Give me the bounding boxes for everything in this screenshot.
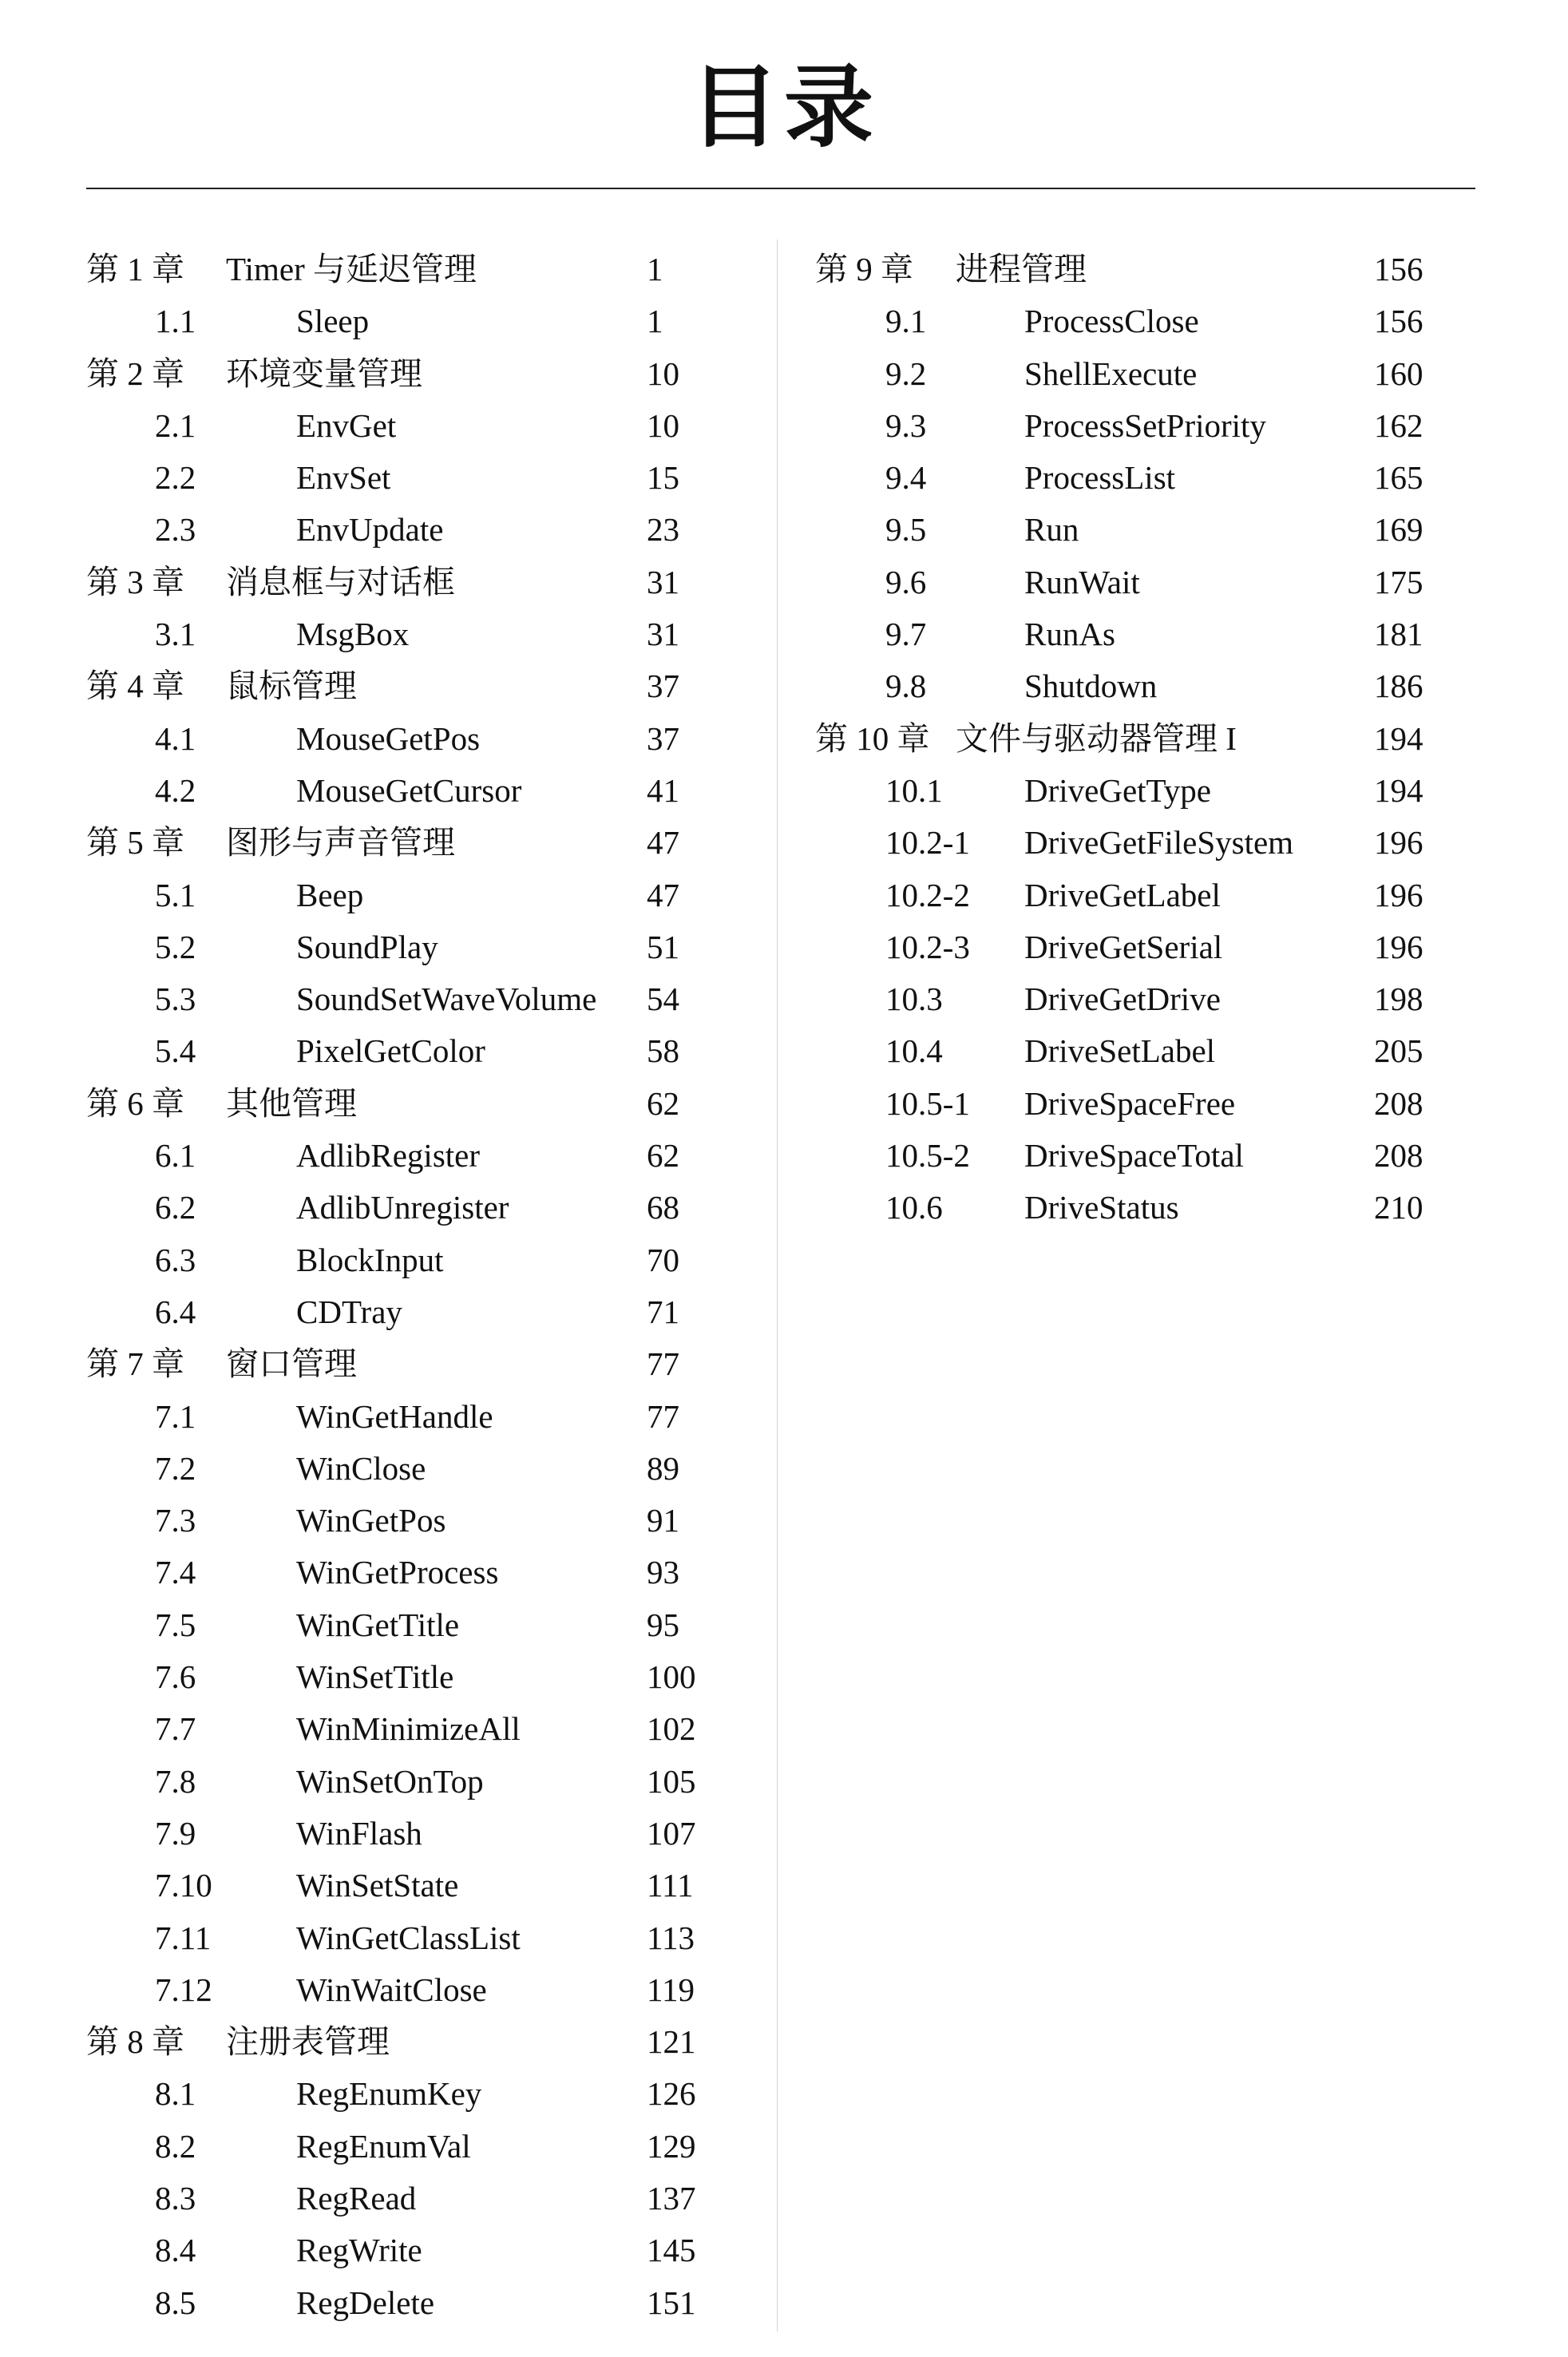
toc-section-row	[86, 1703, 709, 1755]
section-number: 9.3	[885, 406, 927, 444]
section-title: DriveGetDrive	[1024, 980, 1221, 1018]
section-number: 6.2	[155, 1189, 196, 1226]
toc-section-row	[815, 973, 1438, 1025]
page-number: 47	[647, 824, 679, 862]
section-number: 8.2	[155, 2127, 196, 2165]
toc-section-row	[86, 1651, 709, 1703]
chapter-label: 第 3 章	[86, 563, 184, 600]
page-number: 10	[647, 355, 679, 392]
section-title: WinFlash	[296, 1814, 422, 1852]
section-number: 7.2	[155, 1449, 196, 1487]
page-number: 205	[1374, 1032, 1423, 1070]
section-number: 7.10	[155, 1867, 212, 1904]
chapter-title: 其他管理	[226, 1084, 357, 1122]
section-number: 7.9	[155, 1814, 196, 1852]
section-title: DriveGetSerial	[1024, 928, 1223, 965]
toc-section-row	[815, 400, 1438, 452]
page-number: 1	[647, 251, 663, 287]
section-title: EnvUpdate	[296, 511, 444, 549]
page-number: 210	[1374, 1189, 1423, 1226]
section-number: 2.2	[155, 459, 196, 497]
page-number: 129	[647, 2127, 696, 2165]
chapter-title: 消息框与对话框	[226, 563, 455, 600]
section-title: MsgBox	[296, 616, 410, 653]
section-number: 7.12	[155, 1971, 212, 2008]
toc-chapter-row	[86, 1078, 709, 1130]
toc-section-row	[86, 1964, 709, 2016]
section-title: WinSetState	[296, 1867, 459, 1904]
toc-section-row	[86, 452, 709, 504]
page-number: 31	[647, 563, 679, 600]
toc-section-row	[86, 295, 709, 347]
toc-section-row	[815, 660, 1438, 712]
page-number: 186	[1374, 667, 1423, 705]
toc-chapter-row	[86, 557, 709, 608]
section-title: ProcessSetPriority	[1024, 406, 1266, 444]
chapter-title: 文件与驱动器管理 I	[956, 719, 1237, 757]
section-number: 10.2-3	[885, 928, 970, 965]
page-number: 62	[647, 1084, 679, 1122]
section-number: 10.2-1	[885, 824, 970, 862]
section-number: 7.8	[155, 1762, 196, 1800]
section-title: DriveSpaceFree	[1024, 1084, 1236, 1122]
section-number: 1.1	[155, 303, 196, 340]
section-number: 10.1	[885, 771, 943, 809]
section-number: 10.2-2	[885, 876, 970, 913]
page-number: 89	[647, 1449, 679, 1487]
toc-section-row	[86, 2121, 709, 2173]
section-title: RunWait	[1024, 563, 1140, 600]
page-number: 156	[1374, 251, 1423, 287]
toc-section-row	[86, 608, 709, 660]
page-number: 37	[647, 719, 679, 757]
toc-section-row	[86, 2173, 709, 2224]
section-title: AdlibRegister	[296, 1137, 481, 1175]
section-title: WinWaitClose	[296, 1971, 487, 2008]
section-title: Shutdown	[1024, 667, 1158, 705]
chapter-label: 第 1 章	[86, 251, 184, 287]
page-number: 51	[647, 928, 679, 965]
section-number: 3.1	[155, 616, 196, 653]
toc-section-row	[86, 1391, 709, 1443]
toc-section-row	[86, 1860, 709, 1911]
section-title: WinGetPos	[296, 1502, 446, 1539]
section-title: EnvGet	[296, 406, 397, 444]
page-number: 10	[647, 406, 679, 444]
page-number: 196	[1374, 928, 1423, 965]
page-number: 160	[1374, 355, 1423, 392]
page-number: 77	[647, 1345, 679, 1383]
toc-section-row	[815, 765, 1438, 817]
toc-section-row	[86, 765, 709, 817]
section-number: 5.1	[155, 876, 196, 913]
toc-section-row	[86, 921, 709, 973]
section-number: 7.11	[155, 1919, 212, 1956]
toc-section-row	[815, 817, 1438, 869]
chapter-title: 图形与声音管理	[226, 824, 455, 862]
chapter-label: 第 8 章	[86, 2023, 184, 2061]
toc-section-row	[86, 1756, 709, 1808]
section-title: WinSetTitle	[296, 1658, 454, 1696]
toc-section-row	[815, 870, 1438, 921]
page-number: 113	[647, 1919, 695, 1956]
toc-chapter-row	[815, 244, 1438, 295]
toc-section-row	[815, 348, 1438, 400]
section-title: DriveSpaceTotal	[1024, 1137, 1244, 1175]
page-number: 156	[1374, 303, 1423, 340]
section-number: 5.4	[155, 1032, 196, 1070]
section-number: 6.3	[155, 1241, 196, 1278]
page-number: 62	[647, 1137, 679, 1175]
page-number: 23	[647, 511, 679, 549]
section-title: Run	[1024, 511, 1079, 549]
section-title: SoundSetWaveVolume	[296, 980, 597, 1018]
page-number: 15	[647, 459, 679, 497]
section-number: 8.3	[155, 2179, 196, 2216]
section-title: WinGetClassList	[296, 1919, 521, 1956]
page-number: 181	[1374, 616, 1423, 653]
page-number: 196	[1374, 876, 1423, 913]
toc-section-row	[815, 295, 1438, 347]
toc-section-row	[86, 2277, 709, 2329]
page-number: 169	[1374, 511, 1423, 549]
page-number: 91	[647, 1502, 679, 1539]
chapter-title: 鼠标管理	[226, 667, 357, 705]
section-number: 9.7	[885, 616, 927, 653]
section-number: 10.6	[885, 1189, 943, 1226]
section-title: DriveGetFileSystem	[1024, 824, 1294, 862]
chapter-title: 窗口管理	[226, 1345, 357, 1383]
section-number: 5.2	[155, 928, 196, 965]
toc-section-row	[815, 608, 1438, 660]
chapter-title: 环境变量管理	[226, 355, 422, 392]
toc-section-row	[815, 504, 1438, 556]
toc-section-row	[86, 713, 709, 765]
section-title: RegDelete	[296, 2284, 435, 2321]
page-number: 47	[647, 876, 679, 913]
page-number: 194	[1374, 719, 1423, 757]
toc-chapter-row	[86, 244, 709, 295]
chapter-title: 注册表管理	[226, 2023, 390, 2061]
section-title: DriveGetType	[1024, 771, 1211, 809]
section-title: ShellExecute	[1024, 355, 1198, 392]
section-number: 5.3	[155, 980, 196, 1018]
toc-section-row	[86, 1286, 709, 1338]
section-title: SoundPlay	[296, 928, 438, 965]
chapter-label: 第 10 章	[815, 719, 930, 757]
toc-section-row	[815, 921, 1438, 973]
toc-left-column	[86, 244, 709, 2329]
toc-chapter-row	[86, 660, 709, 712]
page-number: 1	[647, 303, 663, 340]
page-number: 102	[647, 1710, 696, 1748]
toc-right-column	[815, 244, 1438, 1234]
section-number: 7.1	[155, 1397, 196, 1435]
page-number: 70	[647, 1241, 679, 1278]
section-number: 10.4	[885, 1032, 943, 1070]
section-title: ProcessClose	[1024, 303, 1199, 340]
section-number: 8.1	[155, 2075, 196, 2113]
section-title: CDTray	[296, 1293, 402, 1330]
page-number: 145	[647, 2232, 696, 2269]
page-number: 196	[1374, 824, 1423, 862]
chapter-label: 第 6 章	[86, 1084, 184, 1122]
section-number: 7.6	[155, 1658, 196, 1696]
section-number: 10.5-2	[885, 1137, 970, 1175]
page-number: 95	[647, 1606, 679, 1643]
toc-section-row	[815, 1078, 1438, 1130]
chapter-label: 第 9 章	[815, 251, 913, 287]
page-number: 119	[647, 1971, 695, 2008]
section-number: 6.1	[155, 1137, 196, 1175]
section-number: 8.5	[155, 2284, 196, 2321]
section-number: 9.5	[885, 511, 927, 549]
chapter-label: 第 2 章	[86, 355, 184, 392]
page-number: 151	[647, 2284, 696, 2321]
column-divider	[777, 240, 778, 2331]
section-number: 7.5	[155, 1606, 196, 1643]
chapter-label: 第 7 章	[86, 1345, 184, 1383]
page-number: 54	[647, 980, 679, 1018]
section-number: 2.3	[155, 511, 196, 549]
toc-section-row	[86, 1495, 709, 1547]
page-number: 37	[647, 667, 679, 705]
section-title: BlockInput	[296, 1241, 444, 1278]
page-number: 77	[647, 1397, 679, 1435]
toc-section-row	[815, 452, 1438, 504]
section-title: AdlibUnregister	[296, 1189, 509, 1226]
section-number: 9.4	[885, 459, 927, 497]
section-number: 10.5-1	[885, 1084, 970, 1122]
toc-section-row	[815, 1130, 1438, 1182]
section-number: 9.6	[885, 563, 927, 600]
section-title: WinMinimizeAll	[296, 1710, 521, 1748]
section-number: 9.1	[885, 303, 927, 340]
section-number: 9.2	[885, 355, 927, 392]
toc-section-row	[86, 504, 709, 556]
section-title: RegEnumVal	[296, 2127, 471, 2165]
toc-section-row	[815, 1182, 1438, 1234]
section-title: DriveStatus	[1024, 1189, 1179, 1226]
toc-section-row	[815, 1025, 1438, 1077]
toc-chapter-row	[86, 2016, 709, 2068]
section-title: WinGetHandle	[296, 1397, 493, 1435]
page-number: 121	[647, 2023, 696, 2061]
toc-section-row	[86, 1234, 709, 1286]
section-title: Sleep	[296, 303, 370, 340]
page-number: 71	[647, 1293, 679, 1330]
section-title: ProcessList	[1024, 459, 1176, 497]
section-title: Beep	[296, 876, 364, 913]
toc-section-row	[86, 1130, 709, 1182]
toc-section-row	[86, 400, 709, 452]
toc-section-row	[86, 2068, 709, 2120]
section-title: RegEnumKey	[296, 2075, 482, 2113]
section-number: 6.4	[155, 1293, 196, 1330]
section-number: 7.7	[155, 1710, 196, 1748]
page-number: 100	[647, 1658, 696, 1696]
section-title: MouseGetPos	[296, 719, 481, 757]
page-number: 198	[1374, 980, 1423, 1018]
page-number: 208	[1374, 1084, 1423, 1122]
section-number: 4.1	[155, 719, 196, 757]
title-divider	[86, 188, 1475, 189]
section-title: WinClose	[296, 1449, 426, 1487]
toc-section-row	[815, 557, 1438, 608]
page-number: 41	[647, 771, 679, 809]
toc-section-row	[86, 1547, 709, 1598]
section-title: WinGetTitle	[296, 1606, 460, 1643]
page-number: 165	[1374, 459, 1423, 497]
section-title: MouseGetCursor	[296, 771, 522, 809]
section-number: 7.3	[155, 1502, 196, 1539]
section-title: DriveGetLabel	[1024, 876, 1221, 913]
toc-section-row	[86, 870, 709, 921]
page-number: 111	[647, 1867, 694, 1904]
page-number: 194	[1374, 771, 1423, 809]
page-title: 目录	[690, 56, 878, 160]
section-title: RegWrite	[296, 2232, 422, 2269]
section-number: 2.1	[155, 406, 196, 444]
toc-section-row	[86, 1599, 709, 1651]
toc-chapter-row	[86, 817, 709, 869]
section-title: WinSetOnTop	[296, 1762, 484, 1800]
chapter-title: 进程管理	[956, 251, 1087, 287]
chapter-label: 第 4 章	[86, 667, 184, 705]
toc-section-row	[86, 1025, 709, 1077]
page-number: 93	[647, 1554, 679, 1591]
section-title: RunAs	[1024, 616, 1115, 653]
page-number: 105	[647, 1762, 696, 1800]
toc-section-row	[86, 1182, 709, 1234]
page-number: 126	[647, 2075, 696, 2113]
page-number: 162	[1374, 406, 1423, 444]
section-number: 8.4	[155, 2232, 196, 2269]
section-title: EnvSet	[296, 459, 391, 497]
toc-section-row	[86, 973, 709, 1025]
section-number: 7.4	[155, 1554, 196, 1591]
toc-chapter-row	[815, 713, 1438, 765]
toc-section-row	[86, 1912, 709, 1964]
page-number: 68	[647, 1189, 679, 1226]
page-number: 107	[647, 1814, 696, 1852]
section-title: DriveSetLabel	[1024, 1032, 1216, 1070]
page-number: 137	[647, 2179, 696, 2216]
section-number: 4.2	[155, 771, 196, 809]
page-number: 175	[1374, 563, 1423, 600]
page-number: 208	[1374, 1137, 1423, 1175]
section-title: PixelGetColor	[296, 1032, 485, 1070]
section-title: RegRead	[296, 2179, 417, 2216]
page-number: 58	[647, 1032, 679, 1070]
chapter-title: Timer 与延迟管理	[226, 251, 477, 287]
toc-section-row	[86, 2224, 709, 2276]
chapter-label: 第 5 章	[86, 824, 184, 862]
section-number: 9.8	[885, 667, 927, 705]
section-number: 10.3	[885, 980, 943, 1018]
page-number: 31	[647, 616, 679, 653]
toc-chapter-row	[86, 348, 709, 400]
section-title: WinGetProcess	[296, 1554, 499, 1591]
toc-section-row	[86, 1808, 709, 1860]
toc-section-row	[86, 1443, 709, 1495]
toc-chapter-row	[86, 1338, 709, 1390]
